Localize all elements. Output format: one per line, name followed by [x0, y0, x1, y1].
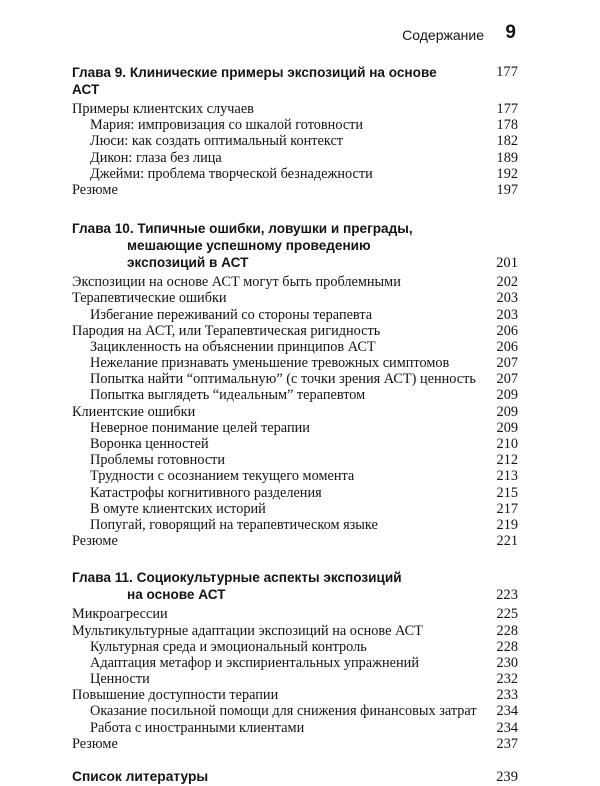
chapter-11-page: 223	[496, 587, 518, 604]
toc-entry-page: 197	[496, 181, 518, 198]
chapter-11-heading[interactable]	[72, 567, 518, 603]
toc-entry[interactable]	[72, 623, 518, 639]
toc-entry[interactable]	[72, 639, 518, 655]
toc-entry[interactable]	[72, 117, 518, 133]
toc-entry[interactable]	[72, 133, 518, 149]
toc-entry[interactable]	[72, 436, 518, 452]
toc-entry-page: 209	[496, 387, 518, 404]
toc-entry[interactable]	[72, 533, 518, 549]
toc-entry-page: 206	[496, 338, 518, 355]
toc-entry[interactable]	[72, 323, 518, 339]
toc-entry[interactable]	[72, 452, 518, 468]
bibliography-label: Список литературы	[72, 769, 209, 784]
bibliography-entry[interactable]	[72, 768, 518, 786]
table-of-contents	[72, 62, 518, 786]
toc-entry-page: 207	[496, 371, 518, 388]
chapter-11-title-line-2: на основе АСТ	[127, 587, 226, 603]
chapter-9-page: 177	[496, 64, 518, 80]
running-title: Содержание	[402, 27, 484, 43]
toc-entry-label: Попытка найти “оптимальную” (с точки зрения АСТ) ценность	[90, 371, 476, 388]
toc-entry-label: Неверное понимание целей терапии	[90, 419, 310, 436]
toc-entry-label: Нежелание признавать уменьшение тревожных симптомов	[90, 355, 450, 372]
chapter-9-title: Глава 9. Клинические примеры экспозиций на основе АСТ	[72, 65, 437, 97]
toc-entry-label: Воронка ценностей	[90, 436, 209, 452]
toc-entry-label: Дикон: глаза без лица	[90, 149, 222, 166]
toc-entry-label: Пародия на АСТ, или Терапевтическая ригидность	[72, 322, 381, 339]
toc-entry-page: 207	[496, 355, 518, 372]
toc-entry[interactable]	[72, 307, 518, 323]
toc-entry-page: 206	[496, 322, 518, 339]
toc-entry-page: 192	[496, 165, 518, 182]
chapter-10-title-line-1: Глава 10. Типичные ошибки, ловушки и преграды,	[72, 221, 413, 237]
chapter-11-title	[72, 567, 518, 603]
bibliography-page: 239	[496, 769, 518, 785]
toc-entry-label: Мария: импровизация со шкалой готовности	[90, 117, 364, 134]
chapter-11-title-line-1: Глава 11. Социокультурные аспекты экспозиций	[72, 570, 402, 586]
toc-entry-page: 219	[496, 516, 518, 533]
toc-entry-label: Клиентские ошибки	[72, 403, 196, 420]
toc-entry-label: Избегание переживаний со стороны терапевта	[90, 306, 373, 323]
toc-entry-page: 232	[496, 671, 518, 688]
toc-entry-page: 228	[496, 638, 518, 655]
toc-entry-page: 221	[496, 533, 518, 550]
toc-entry-page: 225	[496, 606, 518, 623]
toc-entry-page: 237	[496, 735, 518, 752]
chapter-10-title-line-2: мешающие успешному проведению	[127, 238, 371, 254]
toc-entry-page: 182	[496, 133, 518, 150]
toc-entry[interactable]	[72, 371, 518, 387]
toc-entry-label: Примеры клиентских случаев	[72, 101, 254, 117]
toc-entry-label: Попугай, говорящий на терапевтическом языке	[90, 516, 378, 533]
toc-entry[interactable]	[72, 501, 518, 517]
chapter-10-page: 201	[496, 255, 518, 272]
toc-entry[interactable]	[72, 166, 518, 182]
toc-entry-page: 215	[496, 484, 518, 501]
toc-entry-page: 209	[496, 403, 518, 420]
toc-entry[interactable]	[72, 355, 518, 371]
toc-entry-label: Катастрофы когнитивного разделения	[90, 484, 322, 501]
toc-entry-page: 209	[496, 419, 518, 436]
toc-entry[interactable]	[72, 339, 518, 355]
toc-entry-label: Трудности с осознанием текущего момента	[90, 468, 355, 485]
toc-entry-label: Экспозиции на основе АСТ могут быть проблемными	[72, 274, 401, 291]
toc-entry-page: 202	[496, 274, 518, 291]
toc-entry[interactable]	[72, 290, 518, 306]
chapter-10-title	[72, 218, 518, 271]
toc-entry-page: 228	[496, 622, 518, 639]
toc-entry-page: 212	[496, 452, 518, 469]
toc-entry[interactable]	[72, 404, 518, 420]
chapter-10-title-line-3: экспозиций в АСТ	[127, 255, 249, 271]
running-header	[72, 22, 518, 48]
toc-entry-label: Джейми: проблема творческой безнадежности	[90, 165, 373, 182]
chapter-9-heading[interactable]	[72, 62, 518, 98]
toc-entry-page: 217	[496, 500, 518, 517]
toc-entry[interactable]	[72, 720, 518, 736]
toc-entry-label: Зацикленность на объяснении принципов АСТ	[90, 338, 376, 355]
toc-entry-label: Резюме	[72, 735, 118, 752]
toc-entry-label: Работа с иностранными клиентами	[90, 719, 305, 736]
toc-entry-page: 178	[496, 117, 518, 134]
toc-entry-label: Мультикультурные адаптации экспозиций на основе АСТ	[72, 622, 423, 639]
toc-entry-label: Оказание посильной помощи для снижения финансовых затрат	[90, 703, 477, 720]
toc-entry-label: Ценности	[90, 671, 150, 688]
toc-entry[interactable]	[72, 387, 518, 403]
toc-entry[interactable]	[72, 101, 518, 117]
toc-entry-label: Микроагрессии	[72, 606, 168, 623]
toc-entry-page: 230	[496, 654, 518, 671]
toc-entry-label: Терапевтические ошибки	[72, 290, 227, 307]
toc-entry-page: 233	[496, 687, 518, 704]
toc-entry-page: 177	[496, 101, 518, 117]
page-number: 9	[505, 22, 516, 43]
toc-entry-label: Резюме	[72, 181, 118, 198]
toc-entry[interactable]	[72, 687, 518, 703]
toc-entry-label: Резюме	[72, 533, 118, 550]
toc-entry-page: 203	[496, 306, 518, 323]
toc-entry-page: 210	[496, 436, 518, 452]
toc-entry-page: 234	[496, 719, 518, 736]
toc-entry[interactable]	[72, 655, 518, 671]
toc-entry[interactable]	[72, 517, 518, 533]
toc-entry[interactable]	[72, 485, 518, 501]
toc-entry[interactable]	[72, 150, 518, 166]
chapter-10-heading[interactable]	[72, 218, 518, 271]
toc-entry-label: Культурная среда и эмоциональный контроль	[90, 638, 367, 655]
toc-entry[interactable]	[72, 182, 518, 198]
toc-entry-label: Адаптация метафор и экспириентальных упражнений	[90, 654, 419, 671]
toc-entry[interactable]	[72, 671, 518, 687]
toc-entry-page: 189	[496, 149, 518, 166]
toc-entry-page: 213	[496, 468, 518, 485]
toc-entry[interactable]	[72, 274, 518, 290]
toc-entry[interactable]	[72, 468, 518, 484]
toc-entry-label: Повышение доступности терапии	[72, 687, 279, 704]
toc-entry-page: 203	[496, 290, 518, 307]
toc-entry-label: В омуте клиентских историй	[90, 500, 266, 517]
toc-entry[interactable]	[72, 420, 518, 436]
toc-entry-label: Люси: как создать оптимальный контекст	[90, 133, 344, 150]
toc-entry-label: Проблемы готовности	[90, 452, 226, 469]
toc-entry-page: 234	[496, 703, 518, 720]
toc-entry[interactable]	[72, 703, 518, 719]
toc-entry-label: Попытка выглядеть “идеальным” терапевтом	[90, 387, 366, 404]
toc-entry[interactable]	[72, 606, 518, 622]
